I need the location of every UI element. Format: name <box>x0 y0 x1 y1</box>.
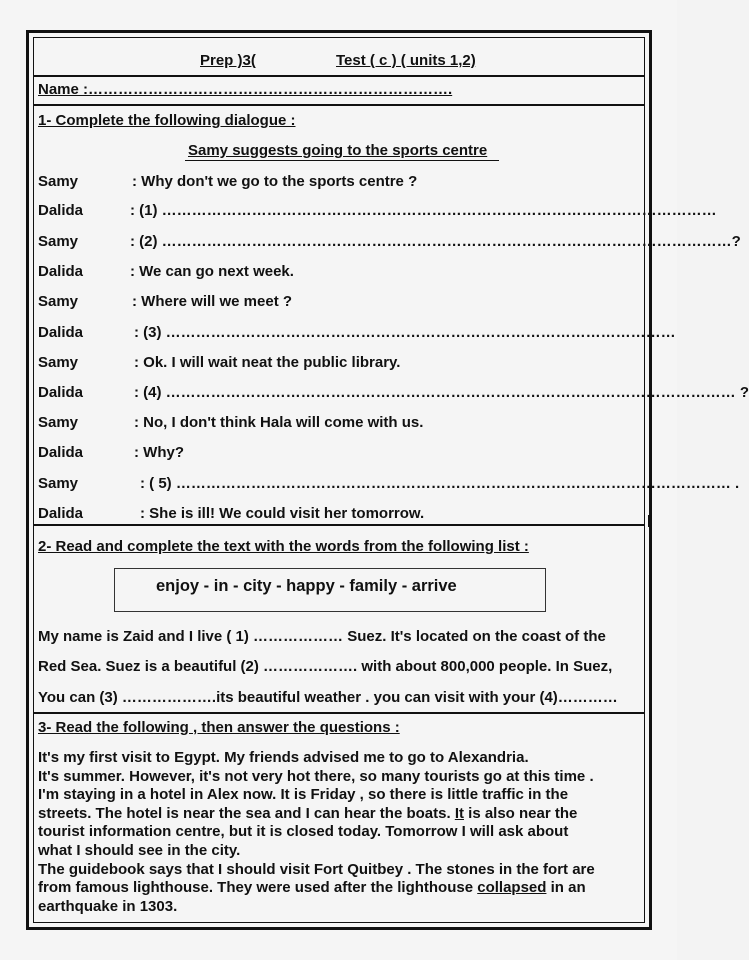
speaker-label: Samy <box>38 233 79 250</box>
answer-blank-2[interactable]: : (2) ……………………………………………………………………………………………………? <box>130 233 741 250</box>
speaker-label: Samy <box>38 173 79 190</box>
word-list: enjoy - in - city - happy - family - arrive <box>156 577 457 595</box>
passage-text: from famous lighthouse. They were used after the lighthouse <box>38 879 474 897</box>
dialogue-line: : We can go next week. <box>130 263 294 280</box>
speaker-label: Dalida <box>38 444 84 461</box>
speaker-label: Dalida <box>38 263 84 280</box>
speaker-label: Dalida <box>38 202 84 219</box>
speaker-label: Dalida <box>38 505 84 522</box>
name-divider <box>33 104 645 106</box>
dialogue-line: : She is ill! We could visit her tomorrow. <box>140 505 425 522</box>
q1-divider <box>33 524 645 526</box>
dialogue-line: : Ok. I will wait neat the public library. <box>134 354 401 371</box>
speaker-label: Samy <box>38 475 79 492</box>
margin-tick <box>648 515 650 527</box>
dialogue-line: : Why? <box>134 444 184 461</box>
passage-line: I'm staying in a hotel in Alex now. It is Friday , so there is little traffic in the <box>38 786 569 804</box>
name-field[interactable]: Name :………………………………………………………………. <box>38 81 453 98</box>
speaker-label: Dalida <box>38 384 84 401</box>
passage-text: in an <box>546 879 586 897</box>
passage-text: streets. The hotel is near the sea and I can hear the boats. <box>38 804 451 822</box>
dialogue-line: : Why don't we go to the sports centre ? <box>132 173 418 190</box>
q3-heading: 3- Read the following , then answer the questions : <box>38 719 400 736</box>
subtitle-rule <box>185 160 499 161</box>
passage-line: The guidebook says that I should visit Fort Quitbey . The stones in the fort are <box>38 860 595 878</box>
answer-blank-1[interactable]: : (1) ………………………………………………………………………………………………… <box>130 202 717 219</box>
passage-line: It's summer. However, it's not very hot there, so many tourists go at this time . <box>38 767 594 785</box>
q1-subtitle: Samy suggests going to the sports centre <box>188 142 488 159</box>
passage-line: It's my first visit to Egypt. My friends advised me to go to Alexandria. <box>38 749 529 766</box>
q2-line: You can (3) ……………….its beautiful weather . you can visit with your (4)………… <box>38 689 618 706</box>
test-title: Test ( c ) ( units 1,2) <box>336 52 476 69</box>
answer-blank-5[interactable]: : ( 5) ………………………………………………………………………………………………… . <box>140 475 740 492</box>
underlined-word-collapsed: collapsed <box>477 879 547 897</box>
q2-line: Red Sea. Suez is a beautiful (2) ………………. with about 800,000 people. In Suez, <box>38 658 613 675</box>
dialogue-line: : No, I don't think Hala will come with us. <box>134 414 424 431</box>
q1-heading: 1- Complete the following dialogue : <box>38 112 296 129</box>
prep-label: Prep )3( <box>200 52 256 69</box>
passage-line <box>38 805 642 824</box>
answer-blank-4[interactable]: : (4) …………………………………………………………………………………………………… ? <box>134 384 749 401</box>
speaker-label: Samy <box>38 293 79 310</box>
passage-line: tourist information centre, but it is closed today. Tomorrow I will ask about <box>38 823 569 841</box>
header-divider <box>33 75 645 77</box>
q2-divider <box>33 712 645 714</box>
passage-line <box>38 879 642 898</box>
passage-text: is also near the <box>463 804 578 822</box>
q2-line: My name is Zaid and I live ( 1) ……………… Suez. It's located on the coast of the <box>38 628 606 645</box>
passage-line: what I should see in the city. <box>38 841 241 859</box>
dialogue-line: : Where will we meet ? <box>132 293 293 310</box>
underlined-word-it: It <box>454 804 464 822</box>
answer-blank-3[interactable]: : (3) ………………………………………………………………………………………… <box>134 324 676 341</box>
speaker-label: Samy <box>38 354 79 371</box>
speaker-label: Samy <box>38 414 79 431</box>
passage-line: earthquake in 1303. <box>38 897 178 915</box>
reading-passage <box>38 749 642 916</box>
q2-heading: 2- Read and complete the text with the words from the following list : <box>38 538 529 555</box>
speaker-label: Dalida <box>38 324 84 341</box>
